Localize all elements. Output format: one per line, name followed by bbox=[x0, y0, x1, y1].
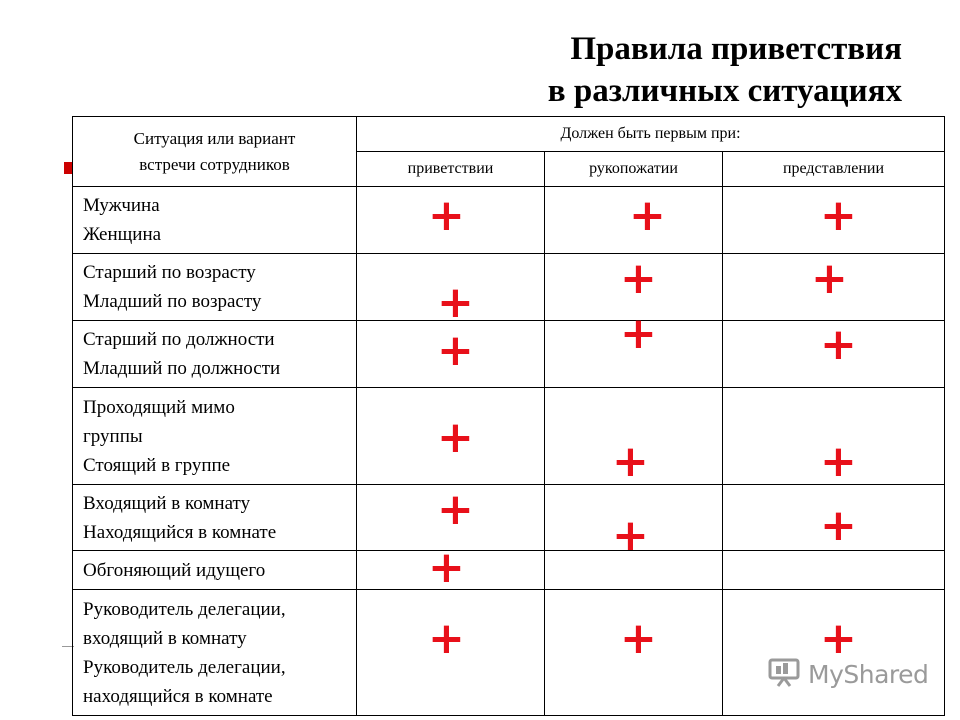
watermark bbox=[768, 656, 928, 693]
watermark-text: MyShared bbox=[808, 660, 929, 689]
table-row bbox=[73, 551, 945, 590]
table-row bbox=[73, 485, 945, 551]
situation-line: Находящийся в комнате bbox=[83, 521, 277, 543]
presentation-board-icon bbox=[768, 656, 802, 693]
plus-mark: + bbox=[428, 190, 465, 241]
situation-line: Мужчина bbox=[83, 195, 160, 216]
situation-header bbox=[73, 117, 357, 187]
column-header-greeting: приветствии bbox=[357, 152, 545, 187]
plus-mark: + bbox=[612, 436, 649, 487]
plus-mark: + bbox=[620, 308, 657, 359]
situation-cell bbox=[73, 485, 357, 551]
situation-line: Стоящий в группе bbox=[83, 454, 231, 476]
column-header-introduction: представлении bbox=[723, 152, 945, 187]
situation-line: Руководитель делегации, bbox=[83, 598, 286, 620]
situation-cell bbox=[73, 551, 357, 590]
situation-line: находящийся в комнате bbox=[83, 685, 273, 707]
situation-line: Обгоняющий идущего bbox=[83, 559, 266, 581]
situation-cell bbox=[73, 388, 357, 485]
situation-header-line-1: Ситуация или вариант bbox=[133, 128, 296, 148]
plus-mark: + bbox=[620, 613, 657, 664]
plus-mark: + bbox=[437, 412, 474, 463]
title-line-2: в различных ситуациях bbox=[547, 73, 902, 109]
plus-mark: + bbox=[437, 325, 474, 376]
table-row bbox=[73, 590, 945, 716]
column-header-handshake: рукопожатии bbox=[545, 152, 723, 187]
situation-cell bbox=[73, 187, 357, 254]
first-header: Должен быть первым при: bbox=[357, 117, 945, 152]
situation-cell bbox=[73, 254, 357, 321]
situation-cell bbox=[73, 590, 357, 716]
plus-mark: + bbox=[820, 190, 857, 241]
table-row bbox=[73, 187, 945, 254]
situation-line: Проходящий мимо bbox=[83, 396, 235, 418]
situation-line: группы bbox=[83, 425, 143, 447]
plus-mark: + bbox=[437, 484, 474, 535]
situation-line: Старший по должности bbox=[83, 329, 275, 350]
situation-line: Младший по возрасту bbox=[83, 291, 262, 312]
situation-line: Руководитель делегации, bbox=[83, 656, 286, 678]
plus-mark: + bbox=[428, 613, 465, 664]
plus-mark: + bbox=[811, 253, 848, 304]
plus-mark: + bbox=[629, 190, 666, 241]
plus-mark: + bbox=[428, 542, 465, 593]
greeting-rules-table bbox=[72, 116, 945, 716]
situation-line: Старший по возрасту bbox=[83, 262, 256, 283]
table-row bbox=[73, 388, 945, 485]
plus-mark: + bbox=[820, 319, 857, 370]
plus-mark: + bbox=[820, 613, 857, 664]
plus-mark: + bbox=[612, 510, 649, 561]
page-title bbox=[548, 28, 902, 112]
plus-mark: + bbox=[437, 277, 474, 328]
situation-line: входящий в комнату bbox=[83, 627, 247, 649]
title-line-1: Правила приветствия bbox=[570, 31, 902, 67]
header-row-top bbox=[73, 117, 945, 152]
situation-line: Входящий в комнату bbox=[83, 492, 251, 514]
situation-line: Женщина bbox=[83, 224, 162, 245]
situation-cell bbox=[73, 321, 357, 388]
table-cell bbox=[723, 551, 945, 590]
table-row bbox=[73, 321, 945, 388]
plus-mark: + bbox=[820, 436, 857, 487]
plus-mark: + bbox=[620, 253, 657, 304]
situation-header-line-2: встречи сотрудников bbox=[139, 154, 290, 174]
plus-mark: + bbox=[820, 500, 857, 551]
situation-line: Младший по должности bbox=[83, 358, 281, 379]
